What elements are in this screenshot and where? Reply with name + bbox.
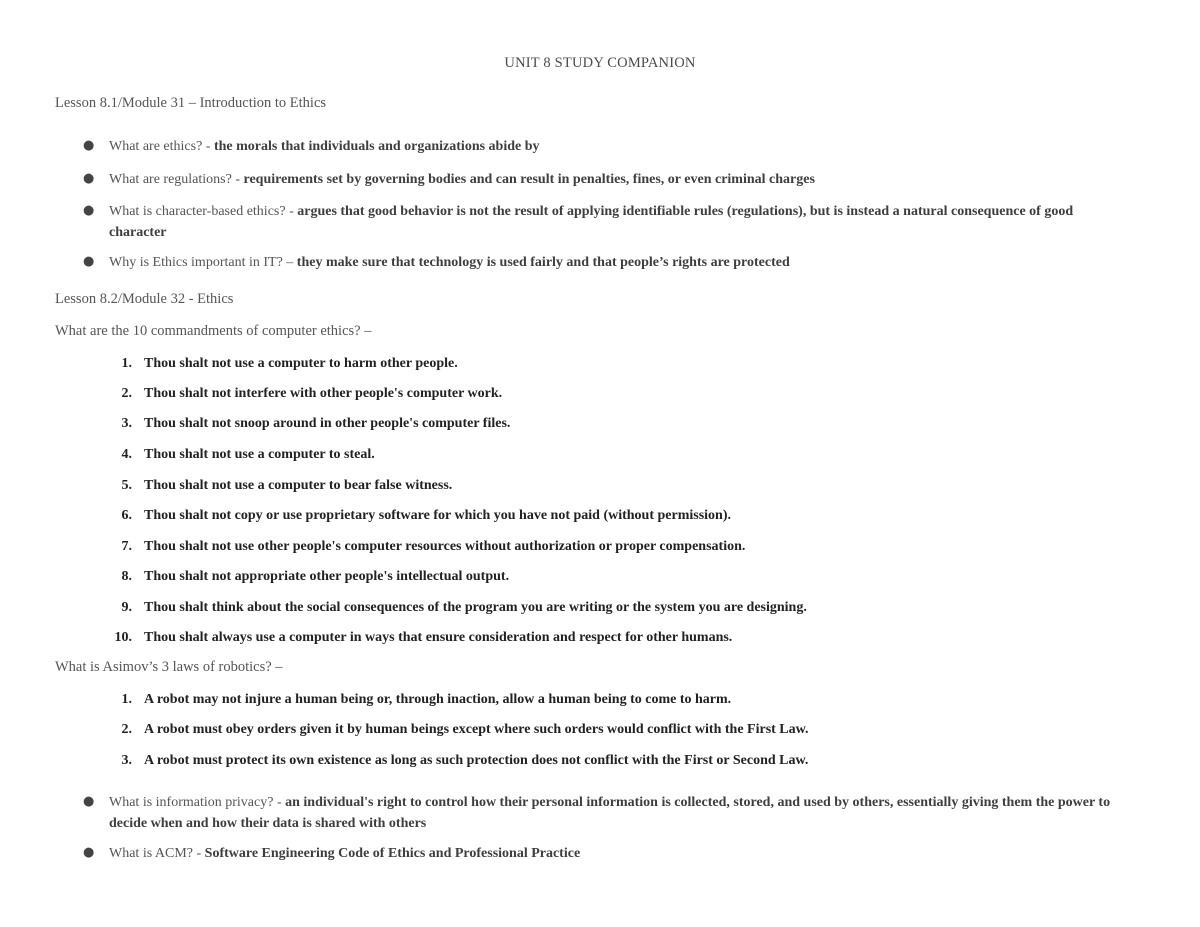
commandments-question: What are the 10 commandments of computer ethics? –	[55, 323, 372, 339]
item-number: 1.	[121, 356, 132, 371]
question-text: Why is Ethics important in IT? –	[109, 255, 297, 270]
bullet-dot-icon: ●	[83, 138, 95, 153]
bullet-dot-icon: ●	[83, 845, 95, 860]
item-text: Thou shalt always use a computer in ways that ensure consideration and respect for other humans.	[144, 630, 733, 645]
item-number: 2.	[121, 386, 132, 401]
item-number: 10.	[114, 630, 132, 645]
item-number: 3.	[121, 416, 132, 431]
asimov-laws-question: What is Asimov’s 3 laws of robotics? –	[55, 659, 283, 675]
item-text: Thou shalt not snoop around in other people's computer files.	[144, 416, 511, 431]
item-text: Thou shalt not use a computer to harm other people.	[144, 356, 458, 371]
answer-text: an individual's right to control how their personal information is collected, stored, and used by others, essentially giving them the power to decide when and how their data is shared with others	[109, 795, 1111, 831]
item-number: 2.	[121, 722, 132, 737]
item-number: 8.	[121, 569, 132, 584]
question-text: What are ethics? -	[109, 139, 214, 154]
answer-text: the morals that individuals and organizations abide by	[213, 139, 540, 154]
question-text: What is character-based ethics? -	[109, 204, 298, 219]
item-text: Thou shalt not interfere with other people's computer work.	[144, 386, 503, 401]
item-text: A robot must obey orders given it by human beings except where such orders would conflict with the First Law.	[144, 722, 809, 737]
question-text: What are regulations? -	[109, 172, 244, 187]
item-text: Thou shalt not use other people's computer resources without authorization or proper compensation.	[144, 539, 746, 554]
lesson-8-2-heading: Lesson 8.2/Module 32 - Ethics	[55, 291, 234, 307]
answer-text: they make sure that technology is used fairly and that people’s rights are protected	[296, 255, 790, 270]
document-title: UNIT 8 STUDY COMPANION	[504, 55, 696, 71]
answer-text: requirements set by governing bodies and can result in penalties, fines, or even criminal charges	[243, 172, 815, 187]
item-number: 5.	[121, 478, 132, 493]
question-text: What is information privacy? -	[109, 795, 286, 810]
answer-text: argues that good behavior is not the result of applying identifiable rules (regulations), but is instead a natural consequence of good character	[109, 204, 1074, 240]
item-number: 4.	[121, 447, 132, 462]
item-number: 6.	[121, 508, 132, 523]
question-text: What is ACM? -	[109, 846, 205, 861]
bullet-dot-icon: ●	[83, 254, 95, 269]
item-text: Thou shalt not appropriate other people's intellectual output.	[144, 569, 510, 584]
answer-text: Software Engineering Code of Ethics and Professional Practice	[204, 846, 581, 861]
item-number: 1.	[121, 692, 132, 707]
item-text: Thou shalt not use a computer to steal.	[144, 447, 375, 462]
item-number: 9.	[121, 600, 132, 615]
item-text: A robot may not injure a human being or, through inaction, allow a human being to come to harm.	[144, 692, 732, 707]
item-number: 3.	[121, 753, 132, 768]
item-text: Thou shalt think about the social consequences of the program you are writing or the system you are designing.	[144, 600, 807, 615]
lesson-8-1-heading: Lesson 8.1/Module 31 – Introduction to Ethics	[55, 95, 327, 111]
bullet-dot-icon: ●	[83, 203, 95, 218]
item-text: Thou shalt not use a computer to bear false witness.	[144, 478, 453, 493]
bullet-dot-icon: ●	[83, 794, 95, 809]
item-number: 7.	[121, 539, 132, 554]
item-text: Thou shalt not copy or use proprietary software for which you have not paid (without permission).	[144, 508, 732, 523]
bullet-dot-icon: ●	[83, 171, 95, 186]
item-text: A robot must protect its own existence as long as such protection does not conflict with the First or Second Law.	[144, 753, 809, 768]
